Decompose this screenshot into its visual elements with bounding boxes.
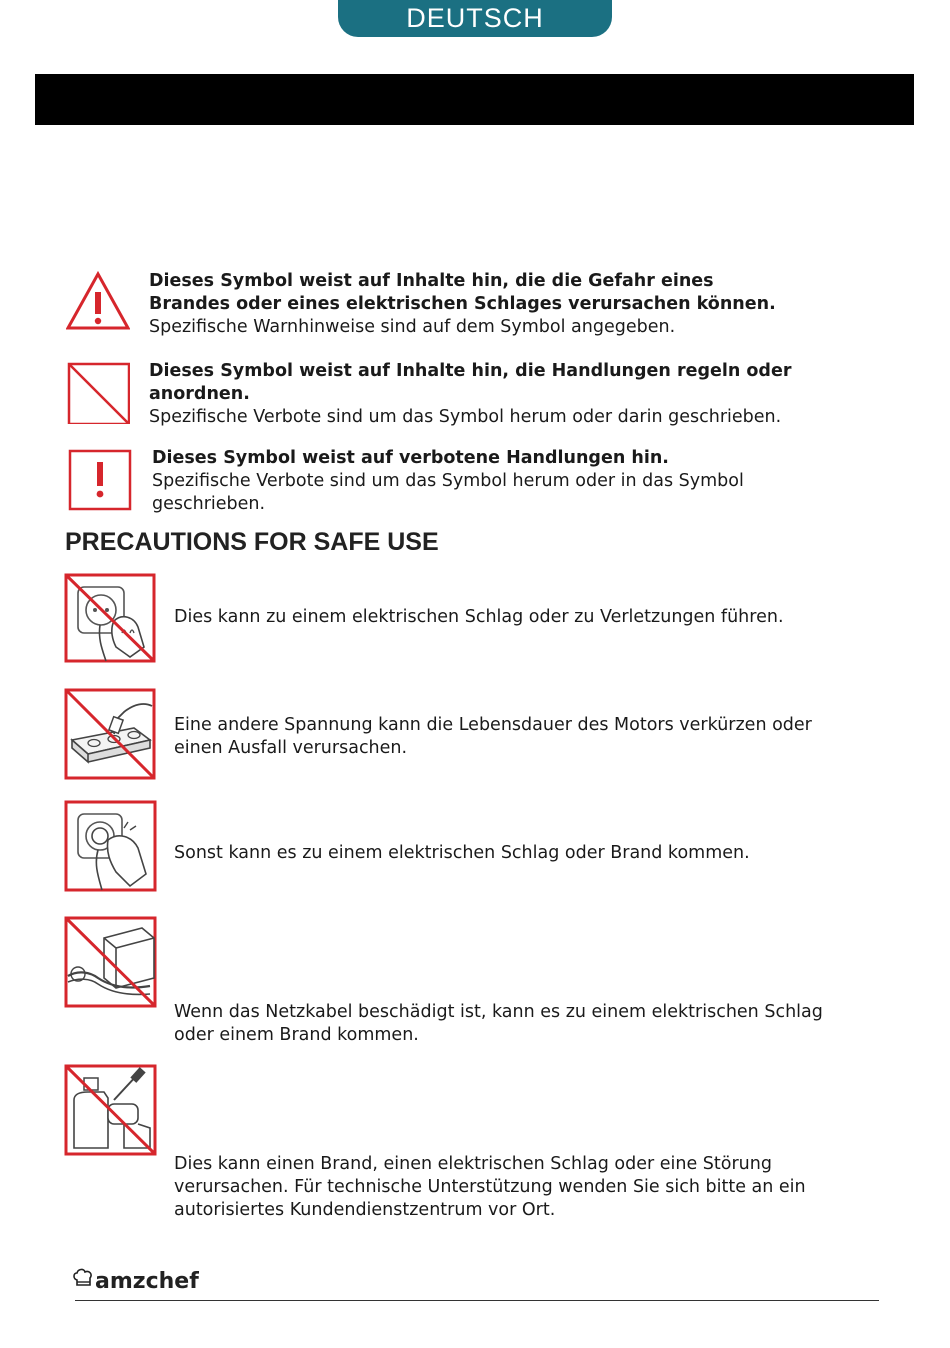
wet-hand-plug-icon bbox=[64, 573, 156, 667]
brand-logo bbox=[72, 1268, 199, 1294]
precaution-text-4: Wenn das Netzkabel beschädigt ist, kann es zu einem elektrischen Schlag oder einem Brand kommen. bbox=[174, 1002, 823, 1045]
language-tab: DEUTSCH bbox=[338, 0, 612, 37]
power-strip-icon bbox=[64, 688, 156, 784]
brand-name: amzchef bbox=[95, 1268, 199, 1294]
legend-warning-desc: Spezifische Warnhinweise sind auf dem Symbol angegeben. bbox=[149, 317, 676, 337]
legend-prohibition-desc: Spezifische Verbote sind um das Symbol herum oder darin geschrieben. bbox=[149, 407, 782, 427]
prohibition-square-icon bbox=[66, 360, 132, 429]
warning-triangle-icon bbox=[66, 270, 132, 339]
legend-row-prohibition bbox=[66, 360, 799, 429]
precaution-text-5: Dies kann einen Brand, einen elektrischen Schlag oder eine Störung verursachen. Für technische Unterstützung wenden Sie sich bitte an ein autorisiertes Kundendienstzentrum vor Ort. bbox=[174, 1154, 806, 1220]
footer-divider bbox=[75, 1300, 879, 1301]
section-title: PRECAUTIONS FOR SAFE USE bbox=[65, 528, 439, 556]
legend-forbidden-desc: Spezifische Verbote sind um das Symbol herum oder in das Symbol geschrieben. bbox=[152, 471, 744, 514]
precaution-text-1: Dies kann zu einem elektrischen Schlag oder zu Verletzungen führen. bbox=[174, 607, 784, 627]
legend-warning-title: Dieses Symbol weist auf Inhalte hin, die die Gefahr eines Brandes oder eines elektrischen Schlages verursachen können. bbox=[149, 271, 776, 314]
precaution-text-2: Eine andere Spannung kann die Lebensdauer des Motors verkürzen oder einen Ausfall verursachen. bbox=[174, 715, 812, 758]
chef-hat-icon bbox=[72, 1268, 94, 1294]
damaged-cord-icon bbox=[64, 916, 157, 1012]
exclamation-square-icon bbox=[66, 447, 132, 516]
legend-prohibition-title: Dieses Symbol weist auf Inhalte hin, die Handlungen regeln oder anordnen. bbox=[149, 361, 792, 404]
legend-row-warning bbox=[66, 270, 799, 339]
title-bar bbox=[35, 74, 914, 125]
legend-forbidden-title: Dieses Symbol weist auf verbotene Handlungen hin. bbox=[152, 448, 669, 468]
precaution-text-3: Sonst kann es zu einem elektrischen Schlag oder Brand kommen. bbox=[174, 843, 750, 863]
legend-row-forbidden bbox=[66, 447, 772, 516]
plug-in-socket-icon bbox=[64, 800, 157, 896]
screwdriver-disassembly-icon bbox=[64, 1064, 157, 1160]
